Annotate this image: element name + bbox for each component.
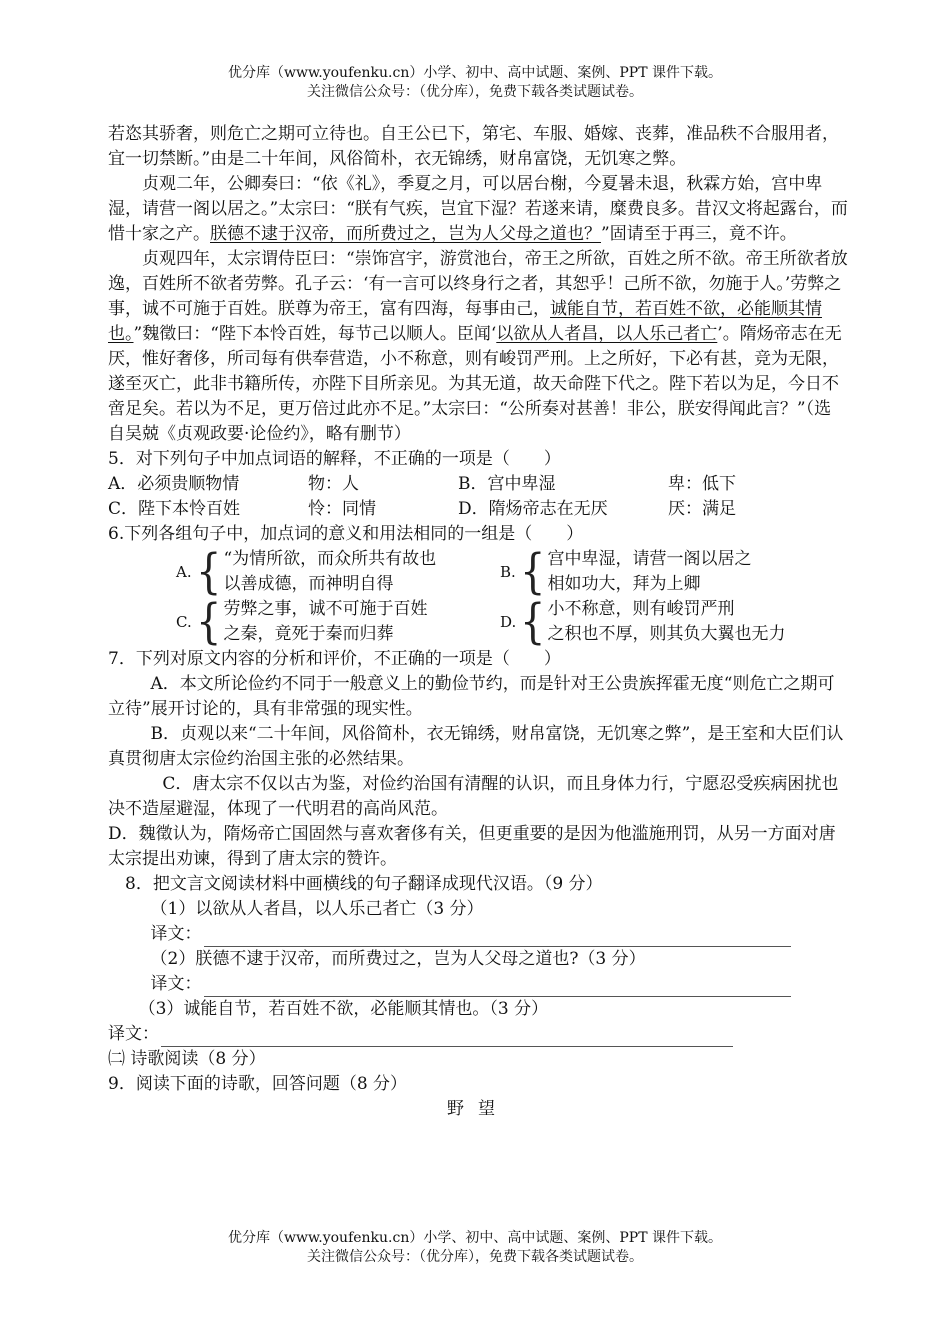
- q5-option-b-gloss: 卑：低下: [668, 474, 736, 494]
- q6-option-b-label: B.: [500, 562, 516, 581]
- q6-option-a-label: A.: [176, 562, 192, 581]
- q7-option-a: A．本文所论俭约不同于一般意义上的勤俭节约，而是针对王公贵族挥霍无度“则危亡之期可立待”展开讨论的，具有非常强的现实性。: [108, 674, 835, 719]
- q7-option-d: D．魏徵认为，隋炀帝亡国固然与喜欢奢侈有关，但更重要的是因为他滥施刑罚，从另一方面对唐太宗提出劝谏，得到了唐太宗的赞许。: [108, 824, 836, 869]
- q8-answer-1-line[interactable]: [204, 928, 791, 947]
- q6-option-c: [176, 594, 500, 650]
- q8-answer-2-line[interactable]: [204, 978, 791, 997]
- q6-option-d-label: D.: [500, 612, 517, 631]
- q6-option-c-line-1: 劳弊之事，诚不可施于百姓: [223, 599, 428, 619]
- q8-answer-3-label: 译文：: [108, 1024, 159, 1044]
- question-6-stem: 6.下列各组句子中，加点词的意义和用法相同的一组是（ ）: [108, 524, 584, 544]
- q6-option-b-line-2: 相如功大，拜为上卿: [547, 574, 701, 594]
- section-2-heading: ㈡ 诗歌阅读（8 分）: [108, 1049, 266, 1069]
- q5-option-b: B．宫中卑湿: [458, 474, 556, 494]
- poem-title: 野望: [447, 1099, 509, 1119]
- q8-answer-2-label: 译文：: [150, 974, 202, 994]
- document-body: [108, 122, 848, 1122]
- brace-icon: {: [520, 544, 546, 600]
- footer-line-1: 优分库（www.youfenku.cn）小学、初中、高中试题、案例、PPT 课件下载。: [227, 1230, 722, 1246]
- q5-option-c-gloss: 怜：同情: [308, 499, 376, 519]
- q8-answer-2: [108, 972, 791, 997]
- q8-sentence-3: （3）诚能自节，若百姓不欲，必能顺其情也。（3 分）: [138, 999, 549, 1019]
- q8-sentence-2: （2）朕德不逮于汉帝，而所费过之，岂为人父母之道也?（3 分）: [150, 949, 646, 969]
- q8-answer-1-label: 译文：: [150, 924, 202, 944]
- q6-option-c-line-2: 之秦，竟死于秦而归葬: [223, 624, 394, 644]
- q8-sentence-1: （1）以欲从人者昌，以人乐己者亡（3 分）: [150, 899, 484, 919]
- page-footer: [0, 1229, 950, 1267]
- q6-option-b-line-1: 宫中卑湿，请营一阁以居之: [547, 549, 752, 569]
- q5-option-d-gloss: 厌：满足: [668, 499, 736, 519]
- q6-option-c-label: C.: [176, 612, 192, 631]
- underlined-sentence-2: 朕德不逮于汉帝，而所费过之，岂为人父母之道也？: [210, 224, 601, 244]
- underlined-sentence-1: 以欲从人者昌，以人乐己者亡: [496, 324, 718, 344]
- q5-option-a: A．必须贵顺物情: [108, 474, 240, 494]
- brace-icon: {: [196, 594, 222, 650]
- header-line-2: 关注微信公众号：（优分库），免费下载各类试题试卷。: [307, 84, 643, 100]
- footer-line-2: 关注微信公众号：（优分库），免费下载各类试题试卷。: [307, 1249, 643, 1265]
- underlined-sentence-3: 诚能自节，若百姓不欲，必能顺其情也。: [108, 299, 822, 344]
- q7-option-c: C．唐太宗不仅以古为鉴，对俭约治国有清醒的认识，而且身体力行，宁愿忍受疾病困扰也决不造屋避湿，体现了一代明君的高尚风范。: [108, 774, 839, 819]
- question-5-row-2: [108, 497, 848, 522]
- passage-paragraph-3: 贞观四年，太宗谓侍臣曰：“崇饰宫宇，游赏池台，帝王之所欲，百姓之所不欲。帝王所欲者放逸，百姓所不欲者劳弊。孔子云：‘有一言可以终身行之者，其恕乎！己所不欲，勿施于人。’劳弊之事，诚不可施于百姓。朕尊为帝王，富有四海，每事由己，诚能自节，若百姓不欲，必能顺其情也。”魏徵曰：“陛下本怜百姓，每节己以顺人。臣闻‘以欲从人者昌，以人乐己者亡’。隋炀帝志在无厌，惟好奢侈，所司每有供奉营造，小不称意，则有峻罚严刑。上之所好，下必有甚，竞为无限，遂至灭亡，此非书籍所传，亦陛下目所亲见。为其无道，故天命陛下代之。陛下若以为足，今日不啻足矣。若以为不足，更万倍过此亦不足。”太宗曰：“公所奏对甚善！非公，朕安得闻此言？”（选自吴兢《贞观政要·论俭约》，略有删节）: [108, 249, 848, 444]
- q6-option-d-line-1: 小不称意，则有峻罚严刑: [547, 599, 735, 619]
- q6-option-a-line-1: “为情所欲，而众所共有故也: [223, 549, 437, 569]
- q6-option-a-line-2: 以善成德，而神明自得: [223, 574, 394, 594]
- q6-option-d-line-2: 之积也不厚，则其负大翼也无力: [547, 624, 786, 644]
- passage-paragraph-1: 若恣其骄奢，则危亡之期可立待也。自王公已下，第宅、车服、婚嫁、丧葬，准品秩不合服用者，宜一切禁断。”由是二十年间，风俗简朴，衣无锦绣，财帛富饶，无饥寒之弊。: [108, 124, 839, 169]
- q8-answer-1: [108, 922, 791, 947]
- question-8-stem: 8．把文言文阅读材料中画横线的句子翻译成现代汉语。（9 分）: [125, 874, 603, 894]
- brace-icon: {: [196, 544, 222, 600]
- question-5-stem: 5．对下列句子中加点词语的解释，不正确的一项是（ ）: [108, 449, 561, 469]
- page-header: [0, 64, 950, 102]
- question-6-pair-ab: [176, 544, 848, 600]
- question-6-pair-cd: [176, 594, 848, 650]
- q8-answer-3-line[interactable]: [161, 1028, 733, 1047]
- passage-paragraph-2: 贞观二年，公卿奏曰：“依《礼》，季夏之月，可以居台榭，今夏暑未退，秋霖方始，宫中卑湿，请营一阁以居之。”太宗曰：“朕有气疾，岂宜下湿？若遂来请，糜费良多。昔汉文将起露台，而惜十家之产。朕德不逮于汉帝，而所费过之，岂为人父母之道也？”固请至于再三，竟不许。: [108, 174, 848, 244]
- q6-option-a: [176, 544, 500, 600]
- q5-option-a-gloss: 物：人: [308, 474, 359, 494]
- brace-icon: {: [520, 594, 546, 650]
- question-7-stem: 7．下列对原文内容的分析和评价，不正确的一项是（ ）: [108, 649, 561, 669]
- question-5-row-1: [108, 472, 848, 497]
- q5-option-d: D．隋炀帝志在无厌: [458, 499, 608, 519]
- q7-option-b: B．贞观以来“二十年间，风俗简朴，衣无锦绣，财帛富饶，无饥寒之弊”，是王室和大臣们认真贯彻唐太宗俭约治国主张的必然结果。: [108, 724, 844, 769]
- header-line-1: 优分库（www.youfenku.cn）小学、初中、高中试题、案例、PPT 课件下载。: [227, 65, 722, 81]
- q6-option-b: [500, 544, 800, 600]
- q8-answer-3: [108, 1022, 733, 1047]
- q5-option-c: C．陛下本怜百姓: [108, 499, 241, 519]
- question-9-stem: 9．阅读下面的诗歌，回答问题（8 分）: [108, 1074, 408, 1094]
- q6-option-d: [500, 594, 800, 650]
